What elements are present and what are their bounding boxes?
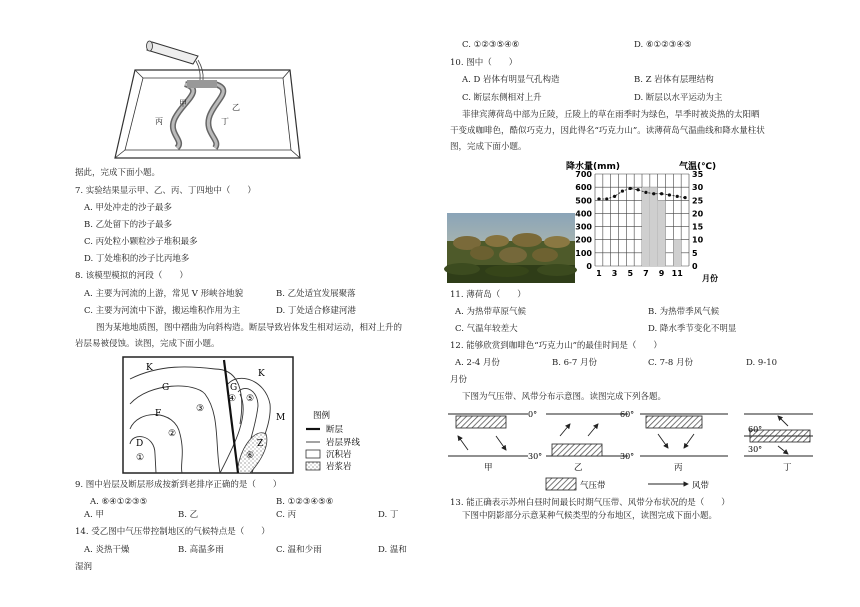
geo-label-2: ② xyxy=(168,429,177,439)
intro-1: 据此，完成下面小题。 xyxy=(75,168,161,178)
q14-option-a[interactable]: A. 炎热干燥 xyxy=(84,545,130,555)
q10-option-d[interactable]: D. 断层以水平运动为主 xyxy=(634,93,723,103)
label-jia: 甲 xyxy=(179,99,187,108)
temperature-point xyxy=(644,191,647,194)
y-tick-right: 30 xyxy=(692,183,704,193)
label-bing: 丙 xyxy=(155,117,163,126)
x-tick: 11 xyxy=(671,269,683,278)
pb-lat-60a: 60° xyxy=(620,410,635,419)
q10-option-b[interactable]: B. Z 岩体有层理结构 xyxy=(634,75,714,85)
pb-legend-belt: 气压带 xyxy=(580,481,606,491)
q10-option-c[interactable]: C. 断层东侧相对上升 xyxy=(462,93,542,103)
label-ding: 丁 xyxy=(221,117,229,126)
pressure-belt-diagram xyxy=(448,406,818,494)
x-tick: 3 xyxy=(611,269,618,278)
x-tick: 9 xyxy=(658,269,665,278)
temperature-point xyxy=(613,195,616,198)
pb-lat-0: 0° xyxy=(528,410,538,419)
q9-option-c[interactable]: C. ①②③⑤④⑥ xyxy=(462,40,520,50)
chart-ylabel-right: 气温(℃) xyxy=(679,162,717,172)
q7-stem: 7. 实验结果显示甲、乙、丙、丁四地中（ ） xyxy=(75,186,256,196)
q8-option-a[interactable]: A. 主要为河流的上游，常见 V 形峡谷地貌 xyxy=(84,289,244,299)
q-option-c-bing[interactable]: C. 丙 xyxy=(276,510,297,520)
q9-option-b[interactable]: B. ①②③④⑤⑥ xyxy=(276,497,334,507)
temperature-point xyxy=(652,192,655,195)
chart-xlabel: 月份 xyxy=(702,274,718,283)
temperature-point xyxy=(605,197,608,200)
precip-bar xyxy=(658,200,666,266)
q11-option-b[interactable]: B. 为热带季风气候 xyxy=(648,307,720,317)
y-tick-left: 100 xyxy=(575,248,592,258)
q7-option-d[interactable]: D. 丁处堆积的沙子比丙地多 xyxy=(84,254,190,264)
q7-option-a[interactable]: A. 甲处冲走的沙子最多 xyxy=(84,203,173,213)
q11-option-a[interactable]: A. 为热带草原气候 xyxy=(455,307,527,317)
legend-sedimentary: 沉积岩 xyxy=(326,450,352,460)
pb-label-bing: 丙 xyxy=(674,463,683,473)
temperature-point xyxy=(660,192,663,195)
q12-option-d[interactable]: D. 9-10 xyxy=(746,358,778,368)
y-tick-right: 35 xyxy=(692,170,704,179)
temperature-point xyxy=(621,189,624,192)
geo-label-k2: K xyxy=(258,369,265,379)
x-tick: 7 xyxy=(643,269,649,278)
geo-label-g1: G xyxy=(162,383,170,393)
intro-5: 下图中阴影部分示意某种气候类型的分布地区，读图完成下面小题。 xyxy=(462,511,718,521)
geo-label-6: ⑥ xyxy=(246,451,255,461)
y-tick-right: 5 xyxy=(692,248,698,258)
precip-bar xyxy=(673,240,681,266)
pb-label-yi: 乙 xyxy=(574,463,583,473)
sand-model-figure xyxy=(105,40,325,170)
q14-option-c[interactable]: C. 温和少雨 xyxy=(276,545,322,555)
geo-label-5: ⑤ xyxy=(246,394,255,404)
legend-igneous: 岩浆岩 xyxy=(326,462,352,472)
y-tick-right: 10 xyxy=(692,235,704,245)
legend-fault: 断层 xyxy=(326,425,344,435)
intro-4: 下图为气压带、风带分布示意图。读图完成下列各题。 xyxy=(462,392,667,402)
y-tick-left: 300 xyxy=(575,222,592,232)
intro-3c: 图，完成下面小题。 xyxy=(450,142,527,152)
q-option-a-jia[interactable]: A. 甲 xyxy=(84,510,105,520)
q8-stem: 8. 该模型模拟的河段（ ） xyxy=(75,271,188,281)
pb-lat-30a: 30° xyxy=(528,452,543,461)
y-tick-right: 20 xyxy=(692,209,704,219)
y-tick-left: 200 xyxy=(575,235,592,245)
q14-option-d-cont: 湿润 xyxy=(75,562,93,572)
chocolate-hills-photo xyxy=(447,213,575,283)
temperature-point xyxy=(629,187,632,190)
y-tick-left: 600 xyxy=(575,183,592,193)
intro-2b: 岩层易被侵蚀。读图，完成下面小题。 xyxy=(75,339,220,349)
pb-lat-60b: 60° xyxy=(748,425,763,434)
q9-stem: 9. 图中岩层及断层形成按新到老排序正确的是（ ） xyxy=(75,480,282,490)
y-tick-left: 400 xyxy=(575,209,592,219)
temperature-point xyxy=(636,188,639,191)
x-tick: 1 xyxy=(596,269,602,278)
q11-option-d[interactable]: D. 降水季节变化不明显 xyxy=(648,324,737,334)
q9-option-a[interactable]: A. ⑥④①②③⑤ xyxy=(90,497,148,507)
geo-label-3: ③ xyxy=(196,404,205,414)
geo-label-d: D xyxy=(136,439,144,449)
q8-option-c[interactable]: C. 主要为河流中下游，搬运堆积作用为主 xyxy=(84,306,241,316)
temperature-point xyxy=(683,196,686,199)
geo-label-g2: G xyxy=(230,383,238,393)
geo-label-4: ④ xyxy=(228,394,237,404)
y-tick-right: 25 xyxy=(692,196,704,206)
q12-option-a[interactable]: A. 2-4 月份 xyxy=(455,358,500,368)
q12-option-b[interactable]: B. 6-7 月份 xyxy=(552,358,598,368)
geo-label-k1: K xyxy=(146,363,153,373)
chart-ylabel-left: 降水量(mm) xyxy=(566,162,620,172)
y-tick-left: 0 xyxy=(586,262,592,271)
q8-option-d[interactable]: D. 丁处适合修建河港 xyxy=(276,306,356,316)
y-tick-right: 15 xyxy=(692,222,704,232)
q12-option-c[interactable]: C. 7-8 月份 xyxy=(648,358,693,368)
climate-chart xyxy=(565,158,718,288)
q7-option-c[interactable]: C. 丙处粒小颗粒沙子堆积最多 xyxy=(84,237,198,247)
y-tick-right: 0 xyxy=(692,262,698,271)
q14-option-b[interactable]: B. 高温多雨 xyxy=(178,545,224,555)
geo-label-z: Z xyxy=(257,439,264,449)
label-yi: 乙 xyxy=(232,103,240,112)
q11-stem: 11. 薄荷岛（ ） xyxy=(450,290,526,300)
q14-stem: 14. 受乙图中气压带控制地区的气候特点是（ ） xyxy=(75,527,270,537)
legend-boundary: 岩层界线 xyxy=(326,438,361,448)
temperature-point xyxy=(676,195,679,198)
q10-stem: 10. 图中（ ） xyxy=(450,58,518,68)
q12-stem: 12. 能够欣赏到咖啡色“巧克力山”的最佳时间是（ ） xyxy=(450,341,662,351)
temperature-point xyxy=(597,197,600,200)
pb-legend-wind: 风带 xyxy=(692,481,710,491)
pb-label-ding: 丁 xyxy=(783,463,792,473)
q-option-d-ding[interactable]: D. 丁 xyxy=(378,510,399,520)
q11-option-c[interactable]: C. 气温年较差大 xyxy=(455,324,518,334)
y-tick-left: 500 xyxy=(575,196,592,206)
q-option-b-yi[interactable]: B. 乙 xyxy=(178,510,199,520)
temperature-point xyxy=(668,193,671,196)
geo-label-m: M xyxy=(276,413,286,423)
q10-option-a[interactable]: A. D 岩体有明显气孔构造 xyxy=(462,75,560,85)
q9-option-d[interactable]: D. ⑥①②③④⑤ xyxy=(634,40,692,50)
intro-3a: 菲律宾薄荷岛中部为丘陵，丘陵上的草在雨季时为绿色，旱季时被炎热的太阳晒 xyxy=(462,110,760,120)
geologic-map xyxy=(120,354,410,476)
x-tick: 5 xyxy=(627,269,634,278)
q7-option-b[interactable]: B. 乙处留下的沙子最多 xyxy=(84,220,173,230)
geo-label-1: ① xyxy=(136,453,145,463)
precip-bar xyxy=(642,187,650,266)
precip-bar xyxy=(650,187,658,266)
intro-3b: 干变成咖啡色，酷似巧克力，因此得名“巧克力山”。读薄荷岛气温曲线和降水量柱状 xyxy=(450,126,765,136)
q13-stem: 13. 能正确表示苏州白昼时间最长时期气压带、风带分布状况的是（ ） xyxy=(450,498,730,508)
q14-option-d[interactable]: D. 温和 xyxy=(378,545,407,555)
geo-label-f: F xyxy=(155,409,162,419)
legend-title: 图例 xyxy=(313,411,331,421)
y-tick-left: 700 xyxy=(575,170,592,179)
pb-lat-30b: 30° xyxy=(620,452,635,461)
intro-2a: 图为某地地质图，图中褶曲为向斜构造。断层导致岩体发生相对运动，相对上升的 xyxy=(96,323,403,333)
pb-lat-30c: 30° xyxy=(748,445,763,454)
pb-label-jia: 甲 xyxy=(484,463,493,473)
q12-option-d-cont: 月份 xyxy=(450,375,468,385)
q8-option-b[interactable]: B. 乙处适宜发展聚落 xyxy=(276,289,356,299)
